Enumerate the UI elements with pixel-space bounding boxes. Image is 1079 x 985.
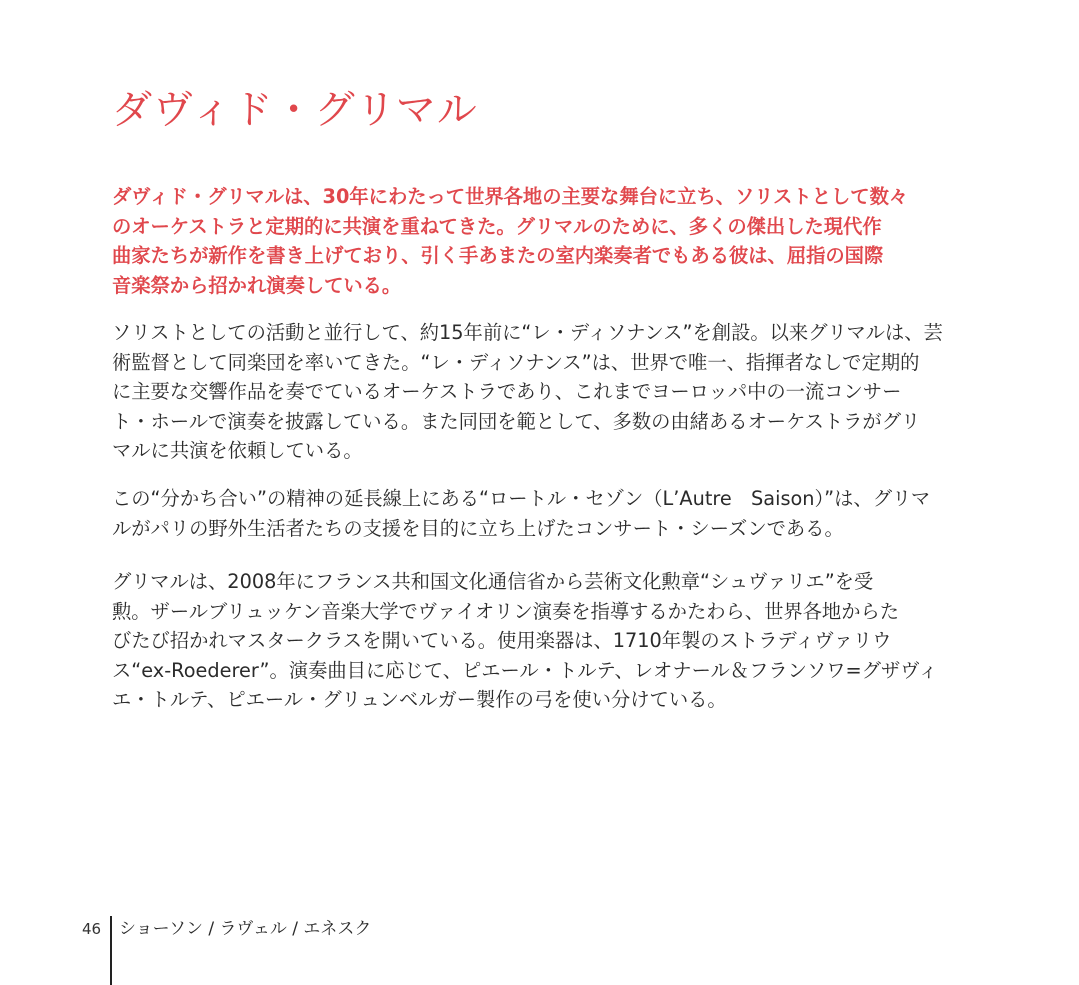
body-line: 勲。ザールブリュッケン音楽大学でヴァイオリン演奏を指導するかたわら、世界各地からた — [112, 599, 900, 623]
body-line: マルに共演を依頼している。 — [112, 439, 363, 463]
body-line: エ・トルテ、ピエール・グリュンベルガー製作の弓を使い分けている。 — [112, 688, 727, 712]
body-paragraph-1 — [112, 318, 957, 466]
body-line: この“分かち合い”の精神の延長線上にある“ロートル・セゾン（L’Autre Saison）”は、グリマ — [112, 487, 931, 510]
body-line: ス“ex-Roederer”。演奏曲目に応じて、ピエール・トルテ、レオナール＆フランソワ=グザヴィ — [112, 658, 938, 682]
page-number: 46 — [82, 920, 102, 938]
body-line: に主要な交響作品を奏でているオーケストラであり、これまでヨーロッパ中の一流コンサー — [112, 380, 902, 404]
lead-line: のオーケストラと定期的に共演を重ねてきた。グリマルのために、多くの傑出した現代作 — [112, 214, 882, 238]
body-paragraph-3 — [112, 567, 957, 715]
lead-line: 音楽祭から招かれ演奏している。 — [112, 273, 402, 297]
footer-divider — [110, 916, 112, 985]
running-title: ショーソン / ラヴェル / エネスク — [119, 919, 372, 939]
lead-line: 曲家たちが新作を書き上げており、引く手あまたの室内楽奏者でもある彼は、屈指の国際 — [112, 244, 884, 268]
lead-paragraph — [112, 182, 957, 300]
body-line: グリマルは、2008年にフランス共和国文化通信省から芸術文化勲章“シュヴァリエ”を受 — [112, 570, 874, 593]
body-paragraph-2 — [112, 484, 957, 543]
body-line: ソリストとしての活動と並行して、約15年前に“レ・ディソナンス”を創設。以来グリマルは、芸 — [112, 321, 943, 344]
lead-line: ダヴィド・グリマルは、30年にわたって世界各地の主要な舞台に立ち、ソリストとして数々 — [112, 185, 909, 208]
body-line: ルがパリの野外生活者たちの支援を目的に立ち上げたコンサート・シーズンである。 — [112, 516, 844, 540]
body-line: ト・ホールで演奏を披露している。また同団を範として、多数の由緒あるオーケストラがグリ — [112, 409, 921, 433]
body-line: 術監督として同楽団を率いてきた。“レ・ディソナンス”は、世界で唯一、指揮者なしで定期的 — [112, 350, 920, 374]
page-title: ダヴィド・グリマル — [112, 87, 478, 133]
body-line: びたび招かれマスタークラスを開いている。使用楽器は、1710年製のストラディヴァリウ — [112, 629, 892, 653]
